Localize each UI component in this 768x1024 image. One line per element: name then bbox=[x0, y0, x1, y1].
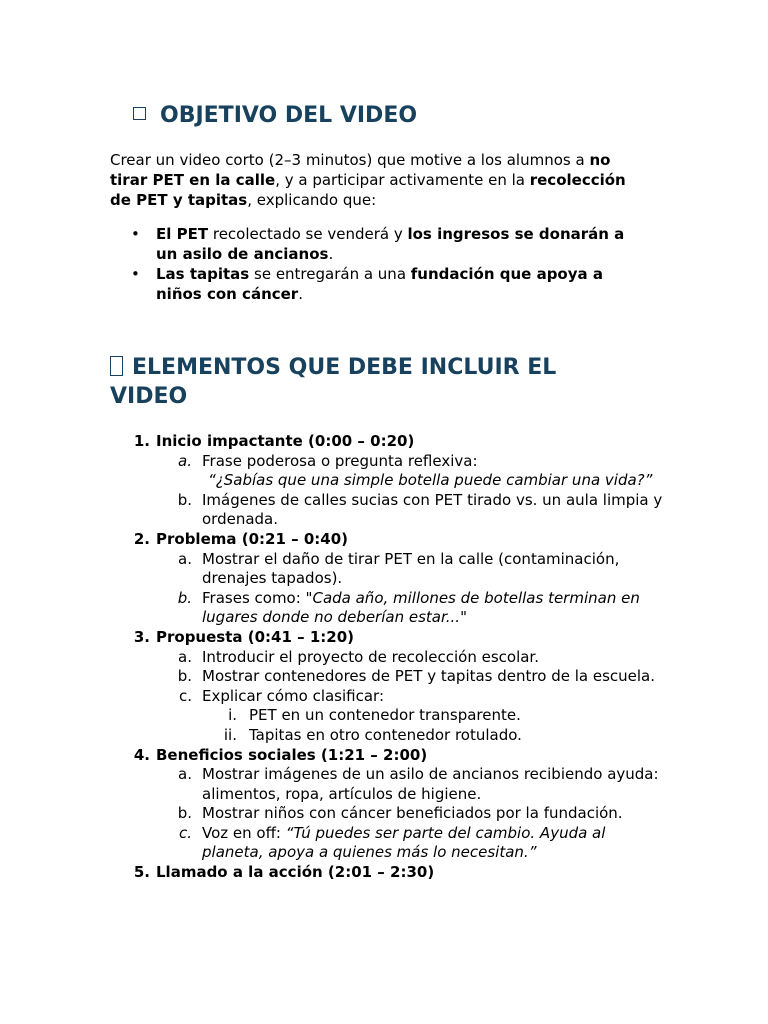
bullet1-text-2: . bbox=[328, 245, 334, 263]
intro-bold-2: recolección de PET y tapitas bbox=[110, 171, 626, 209]
section-5-title bbox=[110, 863, 670, 883]
section-4-item-c bbox=[110, 824, 670, 863]
item-letter: a. bbox=[178, 549, 192, 568]
section-3-item-b bbox=[110, 667, 670, 687]
item-text: Mostrar contenedores de PET y tapitas dentro de la escuela. bbox=[202, 667, 655, 686]
missing-glyph-icon bbox=[110, 356, 123, 376]
item-letter: c. bbox=[178, 686, 192, 705]
heading-objetivo-text: OBJETIVO DEL VIDEO bbox=[160, 103, 418, 128]
intro-text-1: Crear un video corto (2–3 minutos) que motive a los alumnos a bbox=[110, 151, 590, 169]
section-4-title bbox=[110, 746, 670, 766]
section-2-item-a bbox=[110, 550, 670, 589]
bullet2-text-1: se entregarán a una bbox=[249, 265, 411, 283]
bullet2-text-2: . bbox=[298, 285, 303, 303]
objective-bullet-list bbox=[110, 224, 650, 304]
section-2-number: 2. bbox=[133, 529, 150, 548]
intro-text-3: , explicando que: bbox=[247, 191, 377, 209]
section-1-item-a bbox=[110, 452, 670, 472]
section-2-item-b bbox=[110, 589, 670, 628]
item-text: Mostrar niños con cáncer beneficiados por la fundación. bbox=[202, 804, 623, 823]
section-3-title bbox=[110, 628, 670, 648]
section-1-title-text: Inicio impactante (0:00 – 0:20) bbox=[156, 432, 415, 450]
bullet-dot-icon: • bbox=[131, 265, 140, 283]
bullet1-bold-2: los ingresos se donarán a un asilo de ancianos bbox=[156, 225, 625, 263]
section-5-number: 5. bbox=[133, 863, 150, 882]
empty-checkbox-icon bbox=[133, 107, 146, 120]
section-4-item-a bbox=[110, 765, 670, 804]
bullet-item-pet bbox=[110, 224, 650, 264]
section-3-item-c bbox=[110, 687, 670, 707]
section-4-title-text: Beneficios sociales (1:21 – 2:00) bbox=[156, 745, 428, 764]
section-3-title-text: Propuesta (0:41 – 1:20) bbox=[156, 627, 355, 646]
section-1-number: 1. bbox=[133, 432, 150, 450]
section-1-title bbox=[110, 432, 670, 452]
bullet2-bold-2: fundación que apoya a niños con cáncer bbox=[156, 265, 603, 303]
item-letter: b. bbox=[177, 588, 192, 607]
item-letter: b. bbox=[177, 490, 192, 509]
section-3-subitem-ii bbox=[110, 726, 670, 746]
bullet1-text-1: recolectado se venderá y bbox=[208, 225, 408, 243]
item-text-prefix: Voz en off: bbox=[202, 823, 286, 842]
subitem-text: Tapitas en otro contenedor rotulado. bbox=[249, 725, 522, 744]
item-text-suffix: " bbox=[460, 608, 467, 627]
item-text: Frase poderosa o pregunta reflexiva: bbox=[202, 451, 478, 470]
item-letter: b. bbox=[177, 804, 192, 823]
item-letter: a. bbox=[178, 451, 192, 470]
intro-text-2: , y a participar activamente en la bbox=[275, 171, 530, 189]
subitem-roman: ii. bbox=[223, 725, 237, 744]
heading-elementos-text: ELEMENTOS QUE DEBE INCLUIR EL VIDEO bbox=[110, 355, 557, 409]
video-elements-outline bbox=[110, 432, 670, 883]
section-2-title-text: Problema (0:21 – 0:40) bbox=[156, 529, 348, 548]
item-text: Mostrar imágenes de un asilo de ancianos recibiendo ayuda: alimentos, ropa, artículos de higiene. bbox=[202, 765, 659, 803]
bullet-dot-icon: • bbox=[131, 225, 140, 243]
item-letter: b. bbox=[177, 667, 192, 686]
subitem-text: PET en un contenedor transparente. bbox=[249, 706, 521, 725]
intro-bold-1: no tirar PET en la calle bbox=[110, 151, 611, 189]
bullet2-bold-1: Las tapitas bbox=[156, 265, 250, 283]
item-text: Mostrar el daño de tirar PET en la calle (contaminación, drenajes tapados). bbox=[202, 549, 620, 588]
item-text: Imágenes de calles sucias con PET tirado vs. un aula limpia y ordenada. bbox=[202, 490, 663, 529]
section-4-item-b bbox=[110, 804, 670, 824]
bullet-item-tapitas bbox=[110, 264, 650, 304]
section-3-number: 3. bbox=[133, 627, 150, 646]
section-1-item-b bbox=[110, 491, 670, 530]
section-2-title bbox=[110, 530, 670, 550]
section-3-subitem-i bbox=[110, 706, 670, 726]
section-1-quote: “¿Sabías que una simple botella puede cambiar una vida?” bbox=[208, 471, 653, 490]
subitem-roman: i. bbox=[228, 706, 237, 725]
item-letter: a. bbox=[178, 647, 192, 666]
heading-objetivo bbox=[133, 101, 417, 131]
item-text: Introducir el proyecto de recolección escolar. bbox=[202, 647, 539, 666]
item-text: Explicar cómo clasificar: bbox=[202, 686, 384, 705]
item-text-prefix: Frases como: " bbox=[202, 588, 313, 607]
item-letter: a. bbox=[178, 765, 192, 784]
section-4-number: 4. bbox=[133, 745, 150, 764]
item-quote: Cada año, millones de botellas terminan en lugares donde no deberían estar... bbox=[202, 588, 640, 627]
item-letter: c. bbox=[178, 823, 192, 842]
heading-elementos bbox=[110, 353, 630, 411]
item-quote: “Tú puedes ser parte del cambio. Ayuda al planeta, apoya a quienes más lo necesitan.” bbox=[202, 823, 606, 862]
section-3-item-a bbox=[110, 648, 670, 668]
section-5-title-text: Llamado a la acción (2:01 – 2:30) bbox=[156, 863, 435, 882]
bullet1-bold-1: El PET bbox=[156, 225, 209, 243]
intro-paragraph bbox=[110, 150, 650, 210]
